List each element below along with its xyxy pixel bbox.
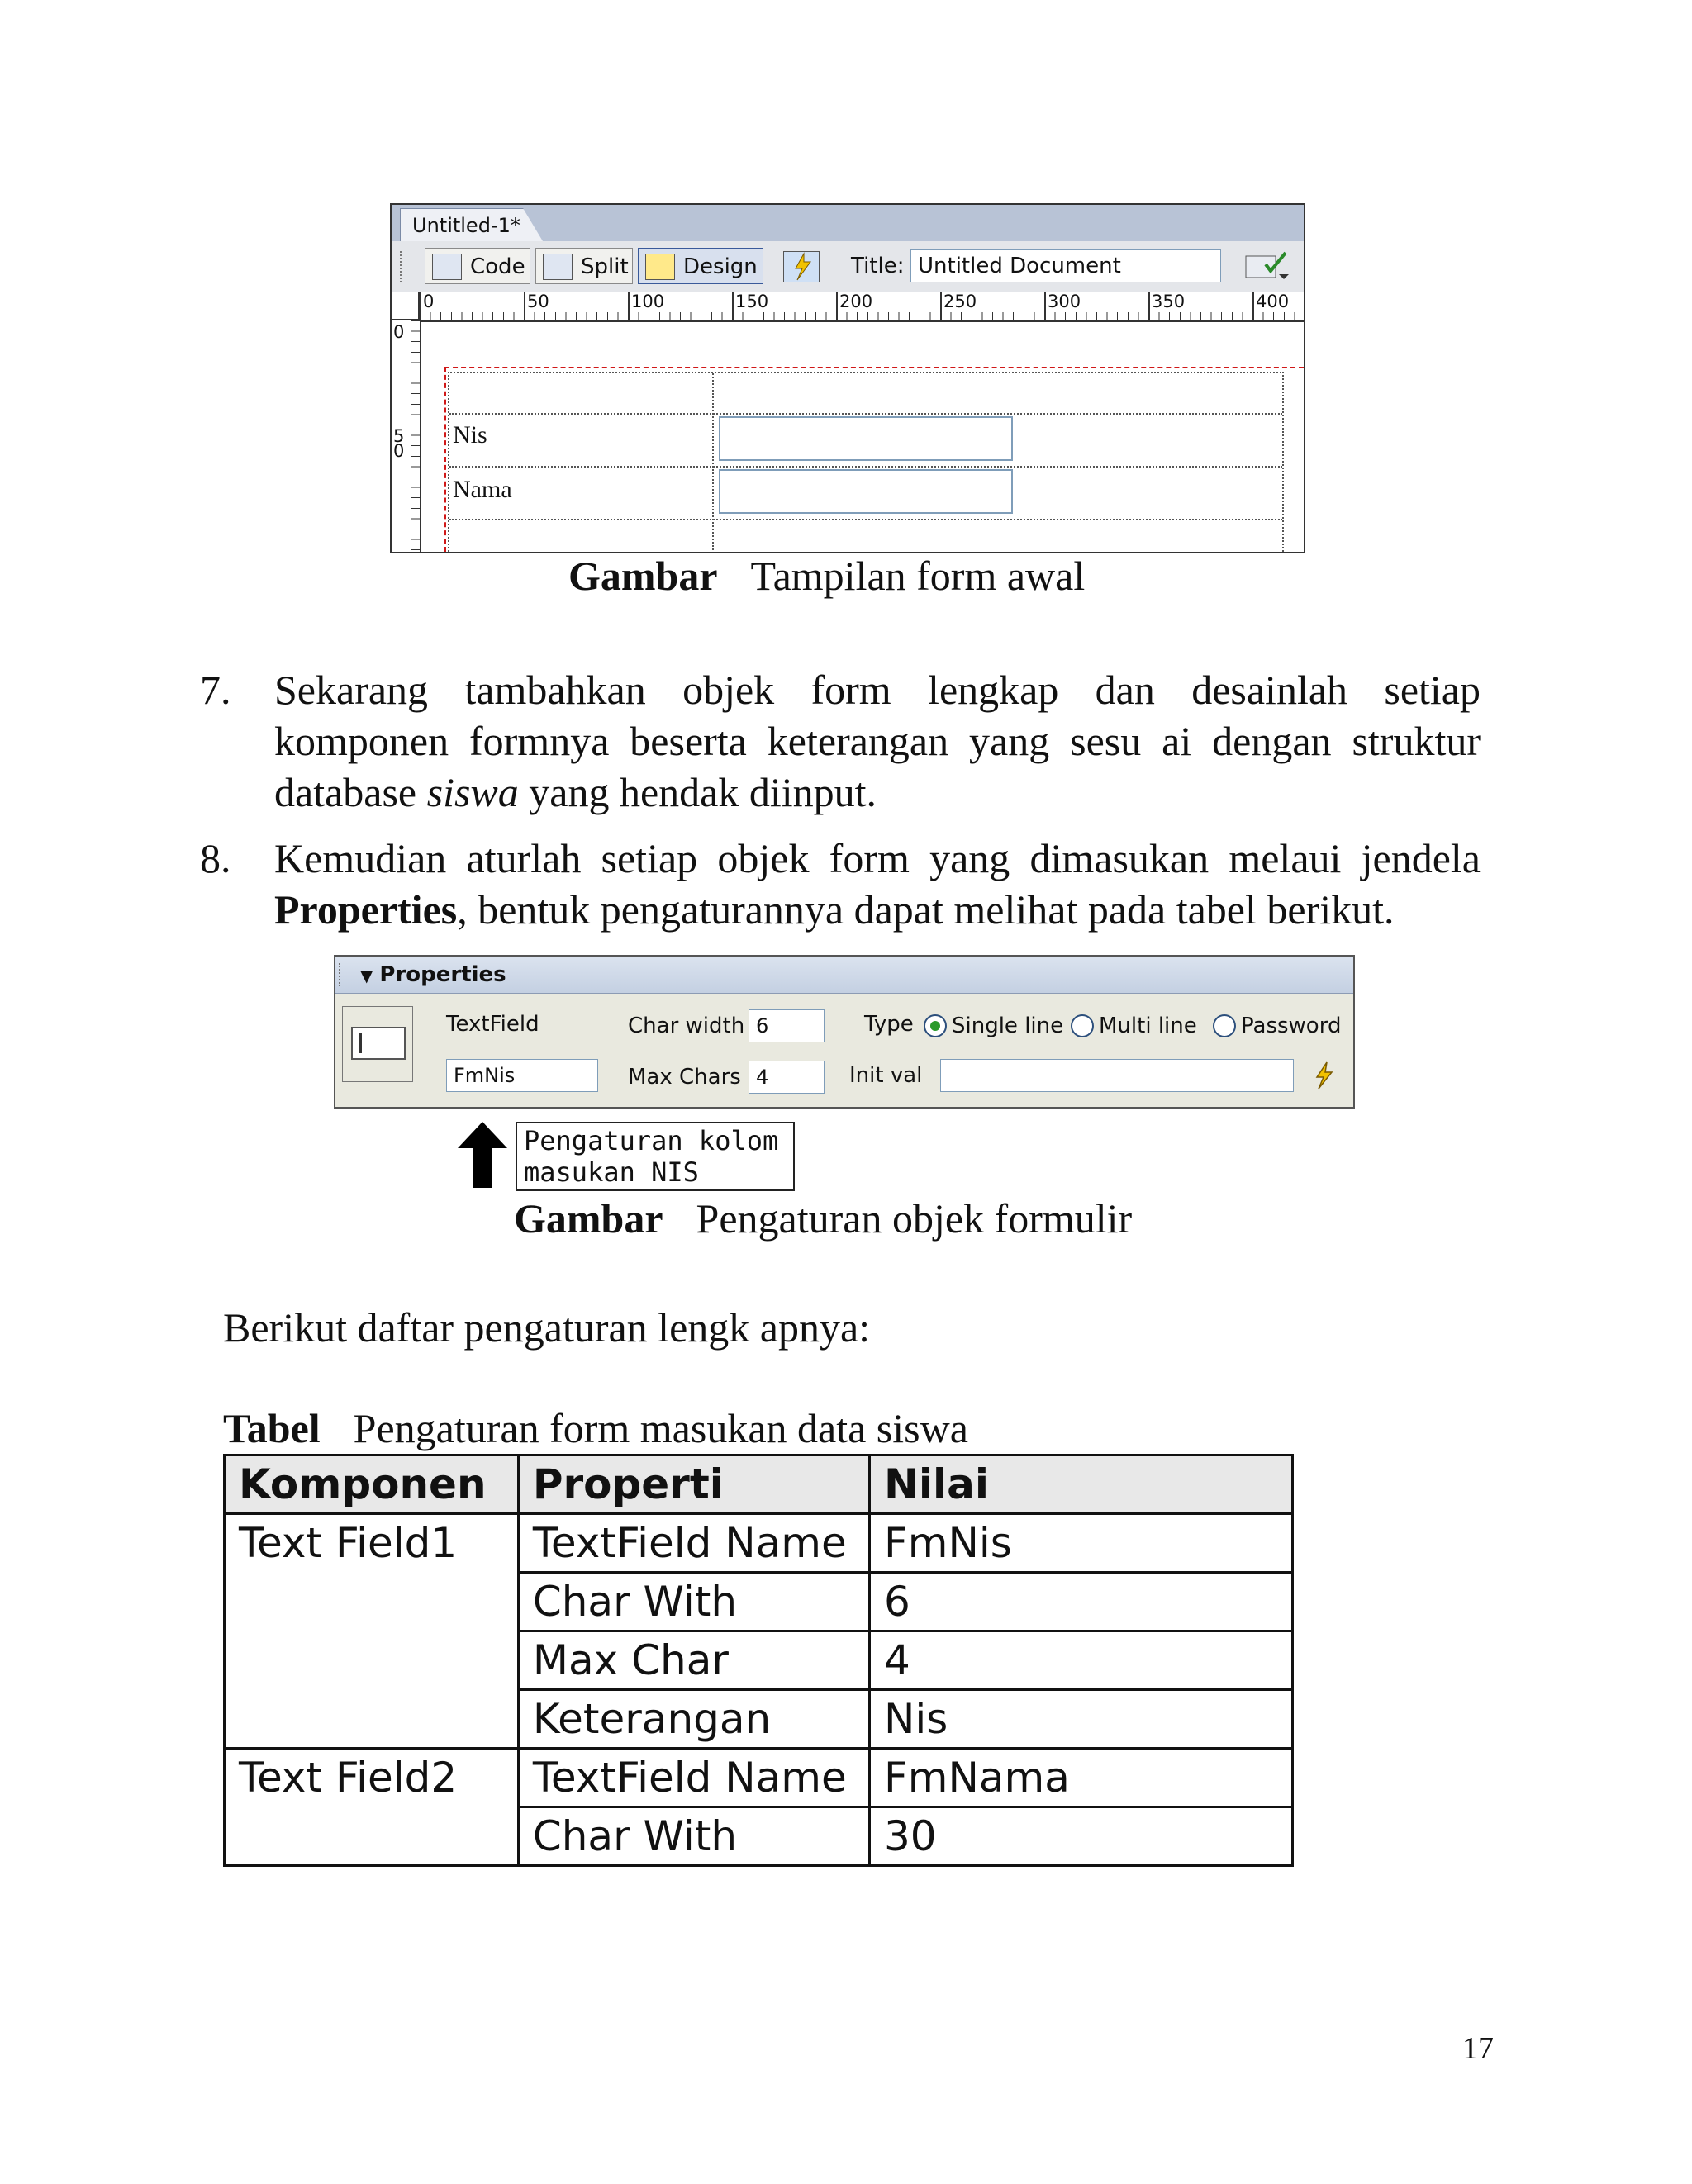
- design-icon: [645, 254, 675, 280]
- ruler-v-tick: 0: [393, 441, 405, 461]
- document-tab[interactable]: Untitled-1*: [400, 208, 524, 241]
- step-7-line-2: komponen formnya beserta keterangan yang sesu ai dengan struktur: [274, 718, 1480, 764]
- value-cell: 30: [870, 1807, 1293, 1866]
- ruler-h-tick: 0: [420, 292, 434, 320]
- component-cell: Text Field2: [225, 1749, 519, 1866]
- properties-panel: [334, 955, 1355, 1109]
- callout-line-2: masukan NIS: [524, 1156, 699, 1188]
- ruler-h-tick: 300: [1044, 292, 1081, 320]
- step-number: 7.: [200, 667, 231, 713]
- step-7: [200, 664, 1480, 818]
- collapse-triangle-icon[interactable]: ▼: [360, 966, 373, 985]
- property-cell: Max Char: [518, 1631, 869, 1690]
- layout-table: [448, 372, 1284, 553]
- dreamweaver-document-window: [390, 203, 1305, 553]
- init-val-input[interactable]: [940, 1059, 1294, 1092]
- property-cell: TextField Name: [518, 1514, 869, 1573]
- figure1-caption-label: Gambar: [568, 553, 718, 599]
- value-cell: 6: [870, 1573, 1293, 1631]
- step-7-line-3: database siswa yang hendak diinput.: [274, 769, 877, 815]
- code-view-label: Code: [470, 254, 525, 279]
- char-width-label: Char width: [628, 1014, 745, 1038]
- title-label: Title:: [851, 254, 905, 278]
- table-caption: [223, 1404, 968, 1452]
- step-8-line-2: Properties, bentuk pengaturannya dapat melihat pada tabel berikut.: [274, 886, 1395, 933]
- callout-arrow-icon: [456, 1120, 509, 1189]
- callout-line-1: Pengaturan kolom: [524, 1125, 779, 1156]
- dynamic-data-icon[interactable]: [1309, 1059, 1338, 1092]
- max-chars-input[interactable]: 4: [749, 1061, 825, 1094]
- password-radio[interactable]: [1213, 1014, 1236, 1037]
- code-view-button[interactable]: [425, 248, 530, 284]
- password-label: Password: [1241, 1014, 1342, 1038]
- split-icon: [543, 254, 573, 280]
- ruler-h-tick: 150: [732, 292, 768, 320]
- nama-text-field[interactable]: [719, 469, 1013, 514]
- table-header-row: [225, 1455, 1293, 1514]
- step-number: 8.: [200, 835, 231, 881]
- design-view-label: Design: [683, 254, 758, 279]
- header-properti: Properti: [518, 1455, 869, 1514]
- ruler-h-tick: 400: [1252, 292, 1289, 320]
- ruler-corner: [392, 292, 420, 320]
- property-cell: Char With: [518, 1807, 869, 1866]
- form-row-label-nis: Nis: [453, 421, 487, 449]
- ruler-h-tick: 250: [940, 292, 977, 320]
- step-8-line-1: Kemudian aturlah setiap objek form yang dimasukan melaui jendela: [274, 835, 1480, 881]
- toolbar-grip: [400, 251, 408, 282]
- property-cell: TextField Name: [518, 1749, 869, 1807]
- header-nilai: Nilai: [870, 1455, 1293, 1514]
- figure2-caption-text: Pengaturan objek formulir: [696, 1195, 1133, 1242]
- ruler-h-tick: 50: [524, 292, 549, 320]
- field-type-label: TextField: [446, 1012, 539, 1037]
- figure1-caption: [568, 552, 1085, 600]
- properties-panel-title: Properties: [379, 962, 506, 987]
- char-width-input[interactable]: 6: [749, 1009, 825, 1042]
- table-caption-label: Tabel: [223, 1405, 321, 1451]
- property-cell: Keterangan: [518, 1690, 869, 1749]
- init-val-label: Init val: [849, 1063, 923, 1088]
- properties-term: Properties: [274, 886, 458, 933]
- document-toolbar: [392, 241, 1304, 293]
- ruler-h-tick: 100: [628, 292, 664, 320]
- panel-grip: [339, 963, 345, 986]
- page-number: 17: [1462, 2031, 1494, 2066]
- field-name-input[interactable]: FmNis: [446, 1059, 598, 1092]
- live-data-icon[interactable]: [783, 251, 820, 282]
- multi-line-label: Multi line: [1099, 1014, 1197, 1038]
- form-row-label-nama: Nama: [453, 476, 512, 503]
- header-komponen: Komponen: [225, 1455, 519, 1514]
- code-icon: [432, 254, 462, 280]
- component-cell: Text Field1: [225, 1514, 519, 1749]
- ruler-h-tick: 350: [1148, 292, 1185, 320]
- ruler-v-tick: 5: [393, 426, 405, 446]
- ruler-v-tick: 0: [393, 322, 405, 342]
- property-cell: Char With: [518, 1573, 869, 1631]
- intro-text: Berikut daftar pengaturan lengk apnya:: [223, 1304, 871, 1351]
- step-7-line-1: Sekarang tambahkan objek form lengkap dan desainlah setiap: [274, 667, 1480, 713]
- check-page-icon[interactable]: [1243, 249, 1292, 282]
- vertical-ruler: [392, 320, 421, 552]
- table-caption-text: Pengaturan form masukan data siswa: [353, 1405, 968, 1451]
- callout-box: [516, 1122, 795, 1191]
- settings-table: [223, 1454, 1294, 1867]
- design-view-button[interactable]: [638, 248, 763, 284]
- multi-line-radio[interactable]: [1071, 1014, 1094, 1037]
- ruler-h-tick: 200: [836, 292, 872, 320]
- textfield-icon: [342, 1006, 413, 1082]
- figure2-caption: [514, 1194, 1132, 1242]
- value-cell: 4: [870, 1631, 1293, 1690]
- figure1-caption-text: Tampilan form awal: [750, 553, 1086, 599]
- step-8: [200, 833, 1480, 935]
- properties-panel-header[interactable]: [335, 957, 1353, 994]
- single-line-label: Single line: [952, 1014, 1064, 1038]
- horizontal-ruler: [420, 292, 1304, 322]
- single-line-radio[interactable]: [924, 1014, 947, 1037]
- table-row: [225, 1514, 1293, 1573]
- title-input[interactable]: Untitled Document: [910, 249, 1221, 282]
- type-label: Type: [864, 1012, 914, 1037]
- table-row: [225, 1749, 1293, 1807]
- value-cell: Nis: [870, 1690, 1293, 1749]
- split-view-label: Split: [581, 254, 629, 279]
- value-cell: FmNama: [870, 1749, 1293, 1807]
- figure2-caption-label: Gambar: [514, 1195, 663, 1242]
- database-name: siswa: [426, 769, 519, 815]
- form-boundary: [444, 367, 1304, 552]
- nis-text-field[interactable]: [719, 416, 1013, 461]
- max-chars-label: Max Chars: [628, 1065, 741, 1090]
- value-cell: FmNis: [870, 1514, 1293, 1573]
- split-view-button[interactable]: [535, 248, 633, 284]
- document-tab-strip: [392, 205, 1304, 241]
